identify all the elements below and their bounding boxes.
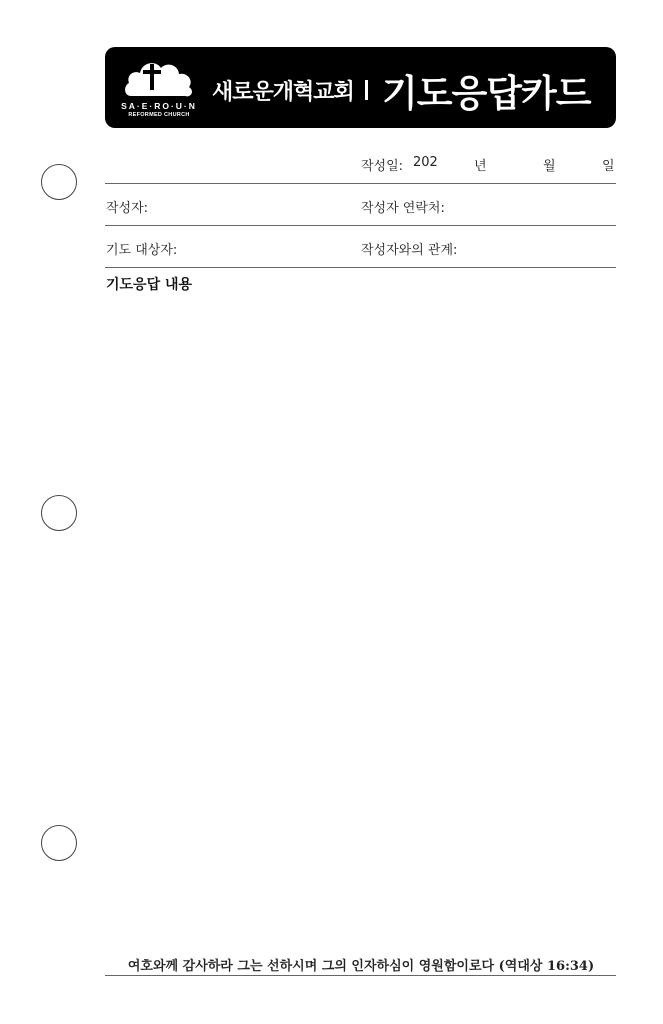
form-rule-1 [105, 183, 616, 184]
form-rule-2 [105, 225, 616, 226]
header-divider [365, 80, 368, 100]
relation-label: 작성자와의 관계: [361, 243, 458, 258]
content-section-title: 기도응답 내용 [106, 277, 193, 293]
card-title: 기도응답카드 [382, 72, 591, 115]
binder-hole-top [41, 164, 77, 200]
writer-label: 작성자: [106, 201, 149, 216]
church-logo [119, 56, 199, 118]
prayer-target-label: 기도 대상자: [106, 243, 178, 258]
date-label: 작성일: [361, 159, 404, 174]
form-rule-3 [105, 267, 616, 268]
logo-name: SA·E·RO·U·N [121, 101, 197, 111]
footer-verse: 여호와께 감사하라 그는 선하시며 그의 인자하심이 영원함이로다 (역대상 16:34) [127, 959, 595, 974]
date-year-prefix[interactable]: 202 [413, 155, 438, 170]
cloud-cross-icon [123, 56, 195, 100]
date-month-unit: 월 [543, 159, 556, 174]
binder-hole-bottom [41, 825, 77, 861]
date-day-unit: 일 [602, 159, 615, 174]
date-year-unit: 년 [474, 159, 487, 174]
logo-subtitle: REFORMED CHURCH [128, 112, 190, 118]
church-name: 새로운개혁교회 [212, 80, 354, 105]
writer-contact-label: 작성자 연락처: [361, 201, 445, 216]
header-banner [105, 47, 616, 128]
footer-rule [105, 975, 616, 976]
binder-hole-middle [41, 495, 77, 531]
